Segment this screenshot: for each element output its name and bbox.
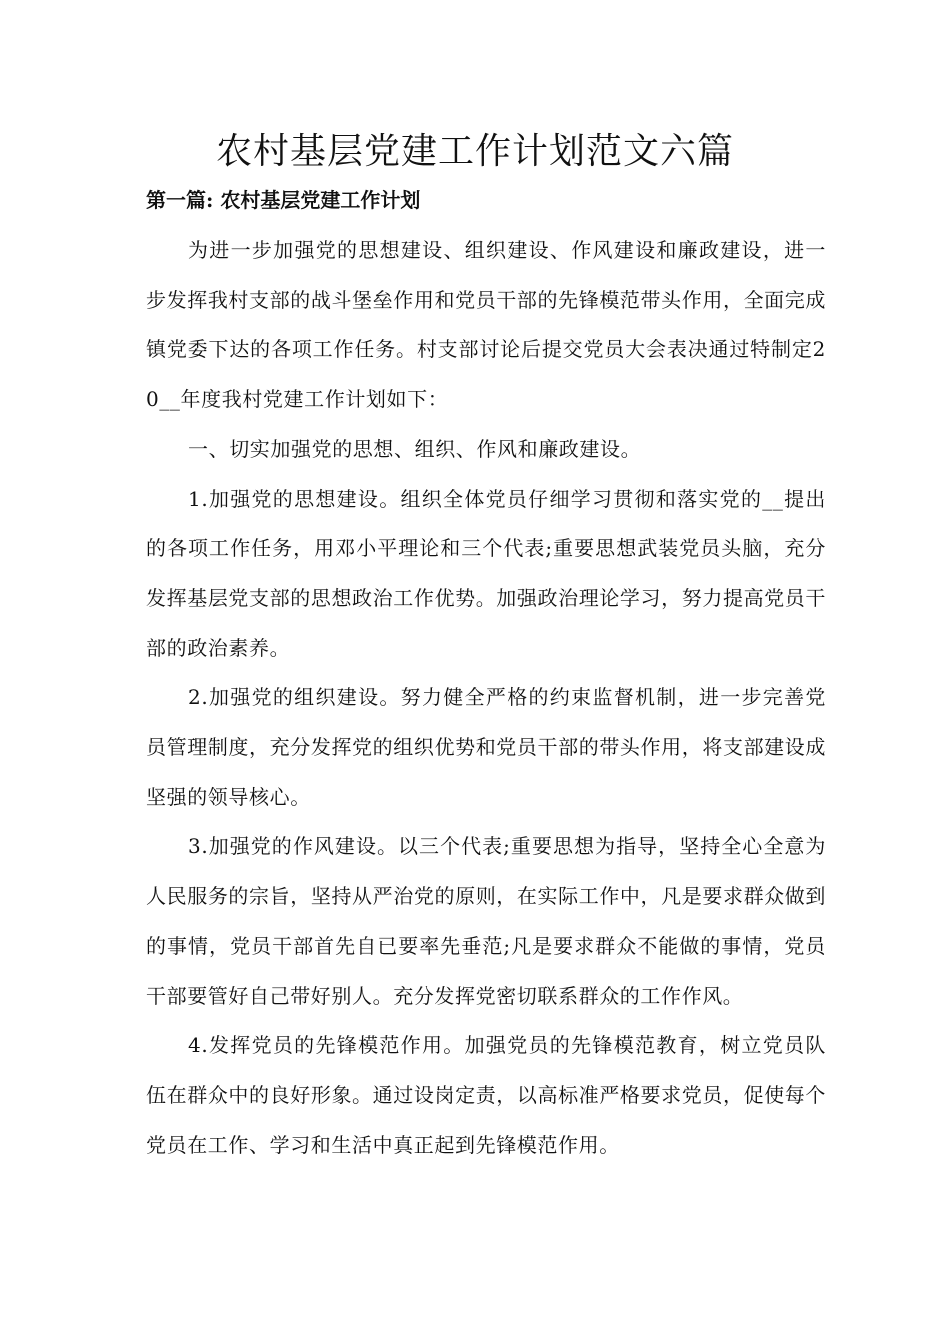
document-title: 农村基层党建工作计划范文六篇 bbox=[215, 131, 734, 172]
document-body bbox=[146, 226, 826, 1170]
item-1-paragraph: 1.加强党的思想建设。组织全体党员仔细学习贯彻和落实党的__提出的各项工作任务，用邓小平理论和三个代表;重要思想武装党员头脑，充分发挥基层党支部的思想政治工作优势。加强政治理论学习，努力提高党员干部的政治素养。 bbox=[146, 486, 827, 660]
intro-paragraph: 为进一步加强党的思想建设、组织建设、作风建设和廉政建设，进一步发挥我村支部的战斗堡垒作用和党员干部的先锋模范带头作用，全面完成镇党委下达的各项工作任务。村支部讨论后提交党员大会表决通过特制定20__年度我村党建工作计划如下： bbox=[146, 238, 826, 412]
item-3-paragraph: 3.加强党的作风建设。以三个代表;重要思想为指导，坚持全心全意为人民服务的宗旨，坚持从严治党的原则，在实际工作中，凡是要求群众做到的事情，党员干部首先自已要率先垂范;凡是要求群众不能做的事情，党员干部要管好自己带好别人。充分发挥党密切联系群众的工作作风。 bbox=[146, 834, 826, 1008]
item-2-paragraph: 2.加强党的组织建设。努力健全严格的约束监督机制，进一步完善党员管理制度，充分发挥党的组织优势和党员干部的带头作用，将支部建设成坚强的领导核心。 bbox=[146, 685, 826, 809]
section-heading: 第一篇: 农村基层党建工作计划 bbox=[146, 188, 421, 212]
item-4-paragraph: 4.发挥党员的先锋模范作用。加强党员的先锋模范教育，树立党员队伍在群众中的良好形象。通过设岗定责，以高标准严格要求党员，促使每个党员在工作、学习和生活中真正起到先锋模范作用。 bbox=[146, 1033, 826, 1157]
section-one-heading: 一、切实加强党的思想、组织、作风和廉政建设。 bbox=[188, 436, 642, 461]
